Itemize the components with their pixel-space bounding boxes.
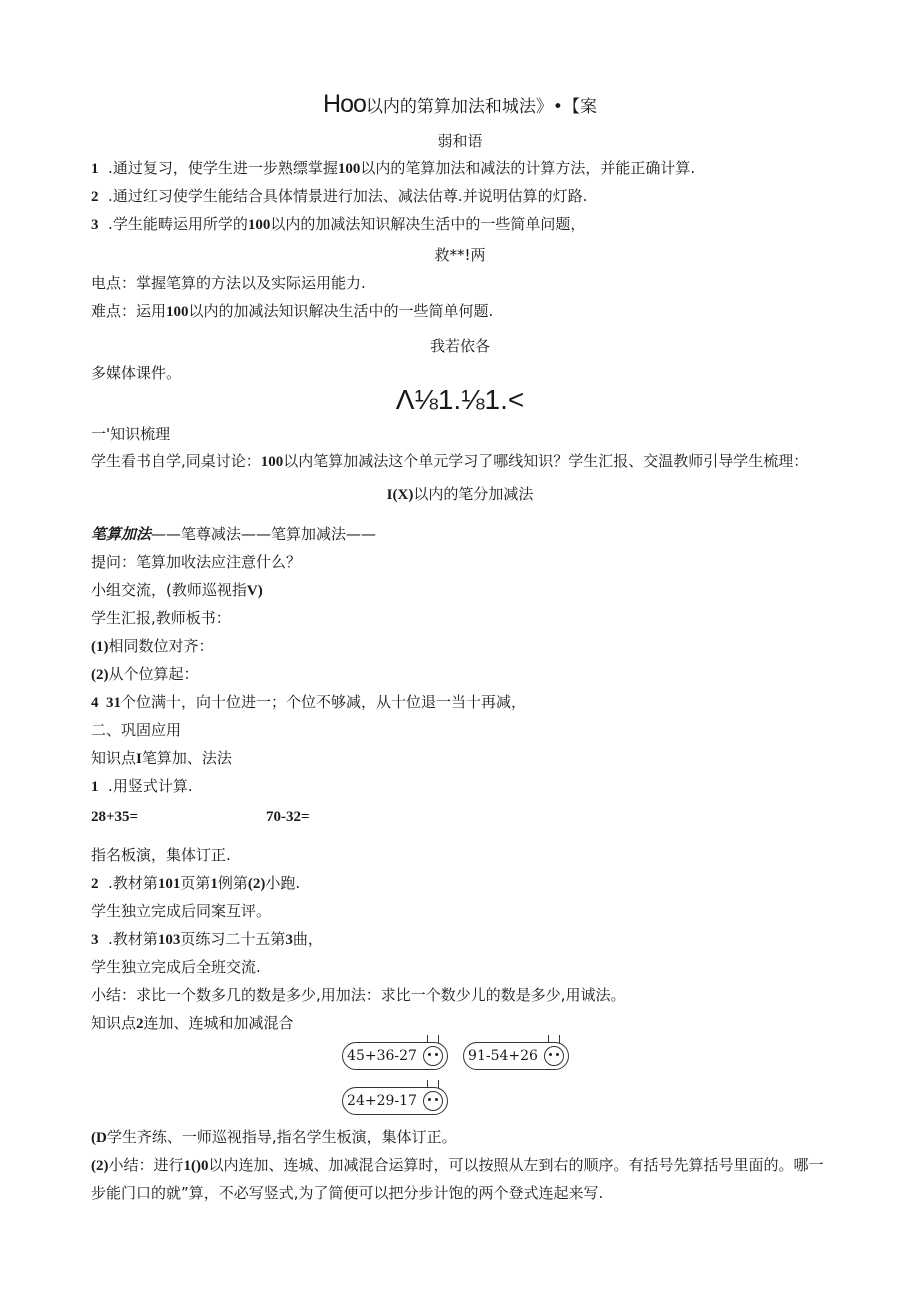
intro-bold: 100 <box>260 454 284 470</box>
goal-text-after: 以内的加减法知识解决生活中的一些简单问题， <box>270 215 586 233</box>
rule-2-text: 从个位算起： <box>108 665 199 683</box>
expression-caterpillar <box>342 1087 448 1115</box>
goal-item-1 <box>91 158 695 179</box>
exercise-number: 1 <box>91 779 99 795</box>
exercise-3 <box>91 929 323 950</box>
knowledge-point-2 <box>91 1013 294 1034</box>
goal-text: .通过复习，使学生进一步熟缥掌握 <box>108 159 338 177</box>
rule-1-text: 相同数位对齐： <box>108 637 214 655</box>
difficulty-post: 以内的加减法知识解决生活中的一些简单何题. <box>188 302 494 320</box>
key-point: 电点：掌握笔算的方法以及实际运用能力. <box>91 274 366 292</box>
kp2-pre: 知识点 <box>91 1014 137 1032</box>
expression-text: 24+29-17 <box>347 1093 417 1109</box>
antenna-icon <box>427 1080 439 1088</box>
rule-1 <box>91 636 214 657</box>
group-pre: 小组交流，(教师巡视指 <box>91 581 247 599</box>
tree-line-em: 笔算加法 <box>91 525 152 543</box>
kp2-post: 连加、连城和加减混合 <box>143 1014 294 1032</box>
intro-post: 以内笔算加减法这个单元学习了哪线知识？学生汇报、交温教师引导学生梳理： <box>283 452 809 470</box>
rule-3-num: 4 31 <box>91 695 121 711</box>
kp1-post: 笔算加、法法 <box>141 749 232 767</box>
caterpillar-head-icon <box>423 1046 443 1066</box>
exercise-1 <box>91 776 193 797</box>
tree-title-rest: 以内的笔分加减法 <box>413 485 534 503</box>
exercise-number: 3 <box>91 932 99 948</box>
prep-text: 多媒体课件。 <box>91 364 182 382</box>
kp1-bold: I <box>136 751 142 767</box>
expression-caterpillar <box>342 1042 448 1070</box>
ex2-sub: (2) <box>247 876 266 892</box>
expression-caterpillar <box>463 1042 569 1070</box>
goal-text: .学生能畴运用所学的 <box>108 215 248 233</box>
intro-pre: 学生看书自学,同桌讨论： <box>91 452 261 470</box>
exercise-number: 2 <box>91 876 99 892</box>
group-bold: V) <box>246 583 263 599</box>
summary2-num: (2) <box>91 1158 109 1174</box>
antenna-icon <box>427 1035 439 1043</box>
practice-text: 学生齐练、一师巡视指导,指名学生板演，集体订正。 <box>106 1128 457 1146</box>
rule-1-num: (1) <box>91 639 109 655</box>
tree-title-bold: I(X) <box>386 487 414 503</box>
ex3-pre: .教材第 <box>108 930 158 948</box>
rule-3 <box>91 692 526 713</box>
ex3-num: 3 <box>285 932 293 948</box>
summary-2 <box>91 1155 824 1176</box>
title-rest: 以内的第算加法和城法》•【案 <box>365 97 597 117</box>
summary2-bold: 1()0 <box>183 1158 209 1174</box>
question: 提问：笔算加收法应注意什么？ <box>91 553 302 571</box>
kp1-pre: 知识点 <box>91 749 137 767</box>
antenna-icon <box>548 1035 560 1043</box>
tree-line <box>91 524 376 544</box>
goal-number: 2 <box>91 189 99 205</box>
expression-text: 45+36-27 <box>347 1048 417 1064</box>
part1-heading: 一'知识梳理 <box>91 425 171 443</box>
rule-2 <box>91 664 199 685</box>
summary2-pre: 小结：进行 <box>108 1156 184 1174</box>
goal-item-2 <box>91 186 587 207</box>
title-latin: Hoo <box>323 90 366 118</box>
goal-item-3 <box>91 214 585 235</box>
focus-heading: 救**!两 <box>434 246 486 264</box>
page-title <box>0 90 920 118</box>
summary: 小结：求比一个数多几的数是多少,用加法：求比一个数少儿的数是多少,用诚法。 <box>91 986 626 1004</box>
rule-2-num: (2) <box>91 667 109 683</box>
exercise-1-note: 指名板演，集体订正. <box>91 846 231 864</box>
part2-heading: 二、巩固应用 <box>91 721 182 739</box>
prep-heading: 我若依各 <box>429 337 490 355</box>
goal-number: 1 <box>91 161 99 177</box>
goal-bold: 100 <box>247 217 271 233</box>
ex2-page: 101 <box>157 876 181 892</box>
summary-2-line-2: 步能门口的就”算，不必写竖式,为了简便可以把分步计饱的两个登式连起来写. <box>91 1184 604 1202</box>
ex3-page: 103 <box>157 932 181 948</box>
exercise-2-note: 学生独立完成后同案互评。 <box>91 902 272 920</box>
caterpillar-head-icon <box>544 1046 564 1066</box>
ex3-post: 曲， <box>292 930 323 948</box>
part1-intro <box>91 451 808 472</box>
tree-title <box>0 484 920 505</box>
goal-text-after: 以内的笔算加法和减法的计算方法，并能正确计算. <box>360 159 696 177</box>
tree-line-rest: ——笔尊减法——笔算加减法—— <box>151 525 377 543</box>
difficulty-pre: 难点：运用 <box>91 302 167 320</box>
kp2-bold: 2 <box>136 1016 144 1032</box>
group-discussion <box>91 580 263 601</box>
exercise-3-note: 学生独立完成后全班交流. <box>91 958 261 976</box>
goals-heading: 弱和语 <box>437 132 483 150</box>
ex2-mid2: 例第 <box>217 874 248 892</box>
equation-1: 28+35= <box>91 809 139 825</box>
exercise-text: .用竖式计算. <box>108 777 193 795</box>
summary2-post: 以内连加、连城、加减混合运算时，可以按照从左到右的顺序。有括号先算括号里面的。哪一 <box>208 1156 824 1174</box>
exercise-2 <box>91 873 300 894</box>
ex2-post: 小跑. <box>265 874 301 892</box>
goal-text: .通过红习使学生能结合具体情景进行加法、减法估尊.并说明估算的灯路. <box>108 187 588 205</box>
equation-2: 70-32= <box>266 809 310 825</box>
practice-num: (D <box>91 1130 107 1146</box>
difficulty-bold: 100 <box>166 304 189 320</box>
goal-bold: 100 <box>337 161 361 177</box>
report: 学生汇报,教师板书： <box>91 609 231 627</box>
caterpillar-head-icon <box>423 1091 443 1111</box>
ex2-num: 1 <box>210 876 218 892</box>
ex2-mid: 页第 <box>180 874 211 892</box>
expression-text: 91-54+26 <box>468 1048 538 1064</box>
knowledge-point-1 <box>91 748 232 769</box>
difficulty <box>91 301 493 322</box>
process-heading: Λ⅛1.⅛1.< <box>395 384 525 415</box>
goal-number: 3 <box>91 217 99 233</box>
ex2-pre: .教材第 <box>108 874 158 892</box>
rule-3-text: 个位满十，向十位进一；个位不够减，从十位退一当十再减， <box>121 693 527 711</box>
practice <box>91 1127 457 1148</box>
ex3-mid: 页练习二十五第 <box>180 930 286 948</box>
